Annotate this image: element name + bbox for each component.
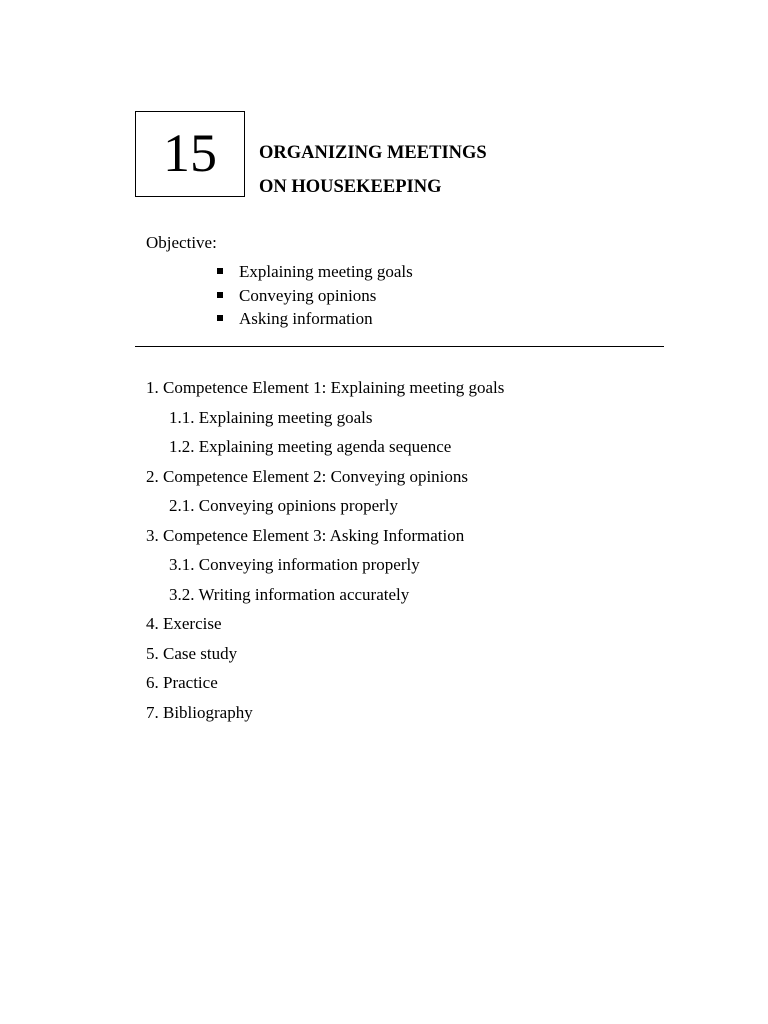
chapter-title-line-1: ORGANIZING MEETINGS <box>259 143 487 163</box>
section-divider <box>135 346 664 347</box>
toc-item: 5. Case study <box>146 643 238 663</box>
chapter-number-box <box>135 111 245 197</box>
square-bullet-icon <box>217 268 223 274</box>
chapter-title <box>259 136 487 204</box>
objective-item <box>215 307 413 331</box>
toc-subitem: 3.1. Conveying information properly <box>169 555 420 574</box>
toc-item: 2. Competence Element 2: Conveying opinions <box>146 466 469 486</box>
square-bullet-icon <box>217 315 223 321</box>
chapter-title-line-2: ON HOUSEKEEPING <box>259 177 442 197</box>
table-of-contents <box>146 373 504 727</box>
objective-item-text: Asking information <box>239 309 373 328</box>
objective-item-text: Explaining meeting goals <box>239 262 413 281</box>
square-bullet-icon <box>217 292 223 298</box>
objective-item <box>215 260 413 284</box>
toc-item: 7. Bibliography <box>146 702 253 722</box>
toc-subitem: 1.1. Explaining meeting goals <box>169 407 373 427</box>
toc-subitem: 3.2. Writing information accurately <box>169 584 410 604</box>
toc-item: 3. Competence Element 3: Asking Information <box>146 525 465 545</box>
toc-item: 1. Competence Element 1: Explaining meeting goals <box>146 378 505 397</box>
toc-item: 4. Exercise <box>146 614 222 633</box>
toc-item: 6. Practice <box>146 673 218 692</box>
objective-label: Objective: <box>146 233 217 252</box>
objective-item <box>215 284 413 308</box>
objective-item-text: Conveying opinions <box>239 285 377 305</box>
toc-subitem: 1.2. Explaining meeting agenda sequence <box>169 437 452 456</box>
toc-subitem: 2.1. Conveying opinions properly <box>169 496 399 515</box>
objective-list <box>215 260 413 331</box>
chapter-number: 15 <box>163 123 217 183</box>
